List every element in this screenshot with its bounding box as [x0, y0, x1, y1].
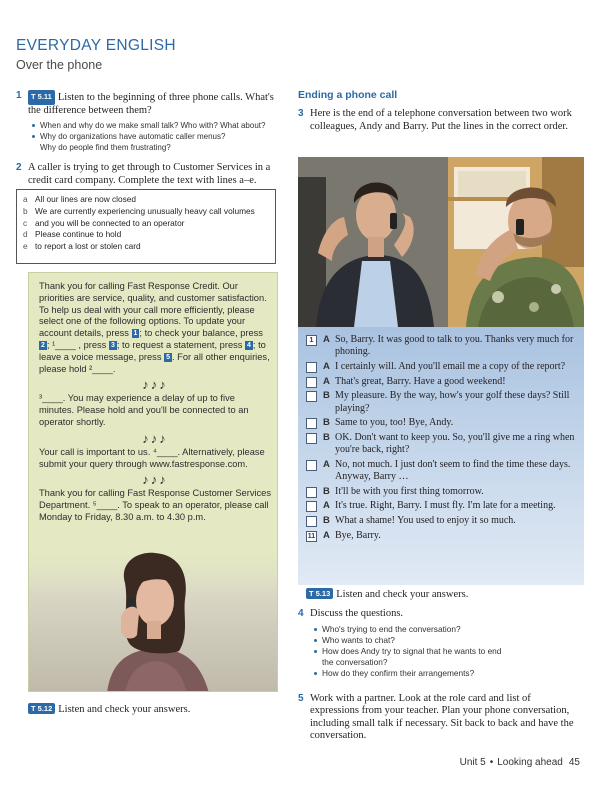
page-footer: [460, 757, 580, 768]
conversation-line: 11 A Bye, Barry.: [307, 529, 381, 541]
order-box[interactable]: [306, 487, 317, 498]
question-5: [298, 693, 584, 742]
question-1-bullets: [32, 120, 284, 153]
key-badge-4: 4: [247, 341, 251, 349]
audio-track-badge[interactable]: T 5.12: [28, 703, 55, 714]
section-heading: Ending a phone call: [298, 89, 398, 101]
notice-paragraph-4: Thank you for calling Fast Response Customer Services Department. ⁵____. To speak to an operator, please call Monday to Friday, 8.30 a.m. to 4.30 p.m.: [39, 488, 272, 522]
music-notes-icon: ♪♪♪: [142, 472, 168, 488]
order-box[interactable]: 11: [307, 532, 316, 540]
conversation-line: B It'll be with you first thing tomorrow.: [306, 486, 578, 498]
option-row: c and you will be connected to an operator: [23, 217, 185, 228]
options-box: [16, 189, 276, 264]
order-box[interactable]: [306, 516, 317, 527]
bullet-item: Who's trying to end the conversation?: [314, 624, 584, 635]
listen-check-right: T 5.13 Listen and check your answers.: [306, 588, 468, 600]
order-box[interactable]: 1: [306, 335, 317, 346]
question-number: 3: [298, 108, 304, 119]
question-number: 4: [298, 608, 304, 619]
key-badge-5: 5: [166, 353, 170, 361]
question-2: [16, 162, 284, 187]
conversation-line: B OK. Don't want to keep you. So, you'll give me a ring when you're back, right?: [306, 432, 578, 457]
listen-check-left: T 5.12 Listen and check your answers.: [28, 703, 190, 715]
woman-on-phone-photo: [29, 543, 278, 692]
conversation-line: A No, not much. I just don't seem to find the time these days. Anyway, Barry …: [306, 459, 578, 484]
phone-menu-notice: [28, 272, 278, 692]
bullet-item: How does Andy try to signal that he wants to end the conversation?: [314, 646, 584, 668]
order-box[interactable]: [306, 418, 317, 429]
two-men-on-phone-photo: [298, 157, 584, 327]
order-box[interactable]: [306, 377, 317, 388]
music-notes-icon: ♪♪♪: [142, 430, 168, 446]
question-text: Discuss the questions.: [310, 608, 404, 619]
question-4: [298, 608, 584, 680]
question-4-bullets: [314, 624, 584, 680]
audio-track-badge[interactable]: T 5.11: [28, 90, 55, 105]
bullet-item: How do they confirm their arrangements?: [314, 668, 584, 679]
conversation-line: B What a shame! You used to enjoy it so much.: [306, 515, 578, 527]
order-box[interactable]: [306, 433, 317, 444]
conversation-lines: [306, 334, 578, 544]
bullet-item: When and why do we make small talk? Who with? What about?: [32, 120, 284, 131]
option-row: d Please continue to hold: [23, 229, 122, 240]
question-text: A caller is trying to get through to Customer Services in a credit card company. Complete the text with lines a–e.: [28, 162, 271, 186]
notice-paragraph-1: Thank you for calling Fast Response Credit. Our priorities are service, quality, and customer satisfaction. To help us deal with your call more efficiently, please select one of the following options. To update your account details, press 1 ; to check your balance, press 2 ; ¹____ , press 3 ; to request a statement, press 4 ; to leave a voice message, press 5 . For all other enquiries, please hold ²____.: [39, 281, 270, 374]
order-box[interactable]: [306, 460, 317, 471]
conversation-line: A That's great, Barry. Have a good weekend!: [306, 376, 578, 388]
question-number: 2: [16, 162, 22, 173]
key-badge-3: 3: [110, 341, 115, 349]
section-subtitle: Over the phone: [16, 58, 103, 72]
conversation-line: A I certainly will. And you'll email me a copy of the report?: [306, 361, 578, 373]
section-title: EVERYDAY ENGLISH: [16, 37, 176, 54]
option-row: b We are currently experiencing unusually heavy call volumes: [23, 205, 255, 216]
option-row: a All our lines are now closed: [23, 194, 136, 204]
question-text: Here is the end of a telephone conversation between two work colleagues, Andy and Barry. Put the lines in the correct order.: [310, 108, 572, 132]
question-text: Listen to the beginning of three phone calls. What's the difference between them?: [28, 92, 274, 116]
unit-title: Looking ahead: [497, 757, 563, 768]
bullet-item: Who wants to chat?: [314, 635, 584, 646]
order-box[interactable]: [306, 362, 317, 373]
conversation-line: A It's true. Right, Barry. I must fly. I'm late for a meeting.: [306, 500, 578, 512]
unit-label: Unit 5: [459, 757, 486, 768]
notice-paragraph-3: Your call is important to us. ⁴____. Alternatively, please submit your query through www.fastresponse.com.: [39, 446, 265, 469]
question-3: [298, 108, 584, 133]
conversation-line: B My pleasure. By the way, how's your golf these days? Still playing?: [306, 390, 578, 415]
footer-bullet: •: [489, 757, 494, 768]
conversation-line: B Same to you, too! Bye, Andy.: [306, 417, 578, 429]
key-badge-2: 2: [41, 341, 45, 349]
bullet-item: Why do organizations have automatic caller menus? Why do people find them frustrating?: [32, 131, 284, 153]
music-notes-icon: ♪♪♪: [142, 377, 168, 393]
audio-track-badge[interactable]: T 5.13: [306, 588, 333, 599]
question-number: 1: [16, 90, 22, 101]
question-1: [16, 90, 284, 187]
order-box[interactable]: [306, 391, 317, 402]
notice-paragraph-2: ³____. You may experience a delay of up to five minutes. Please hold and you'll be connected to an operator shortly.: [39, 393, 249, 427]
order-box[interactable]: [306, 501, 317, 512]
page-number: 45: [568, 757, 580, 768]
conversation-line: 1 A So, Barry. It was good to talk to you. Thanks very much for phoning.: [306, 334, 578, 359]
question-text: Work with a partner. Look at the role card and list of expressions from your teacher. Plan your phone conversation, including small talk if necessary. Sit back to back and have the conversation.: [310, 693, 574, 741]
question-number: 5: [298, 693, 304, 704]
option-row: e to report a lost or stolen card: [23, 241, 141, 252]
key-badge-1: 1: [133, 330, 138, 338]
